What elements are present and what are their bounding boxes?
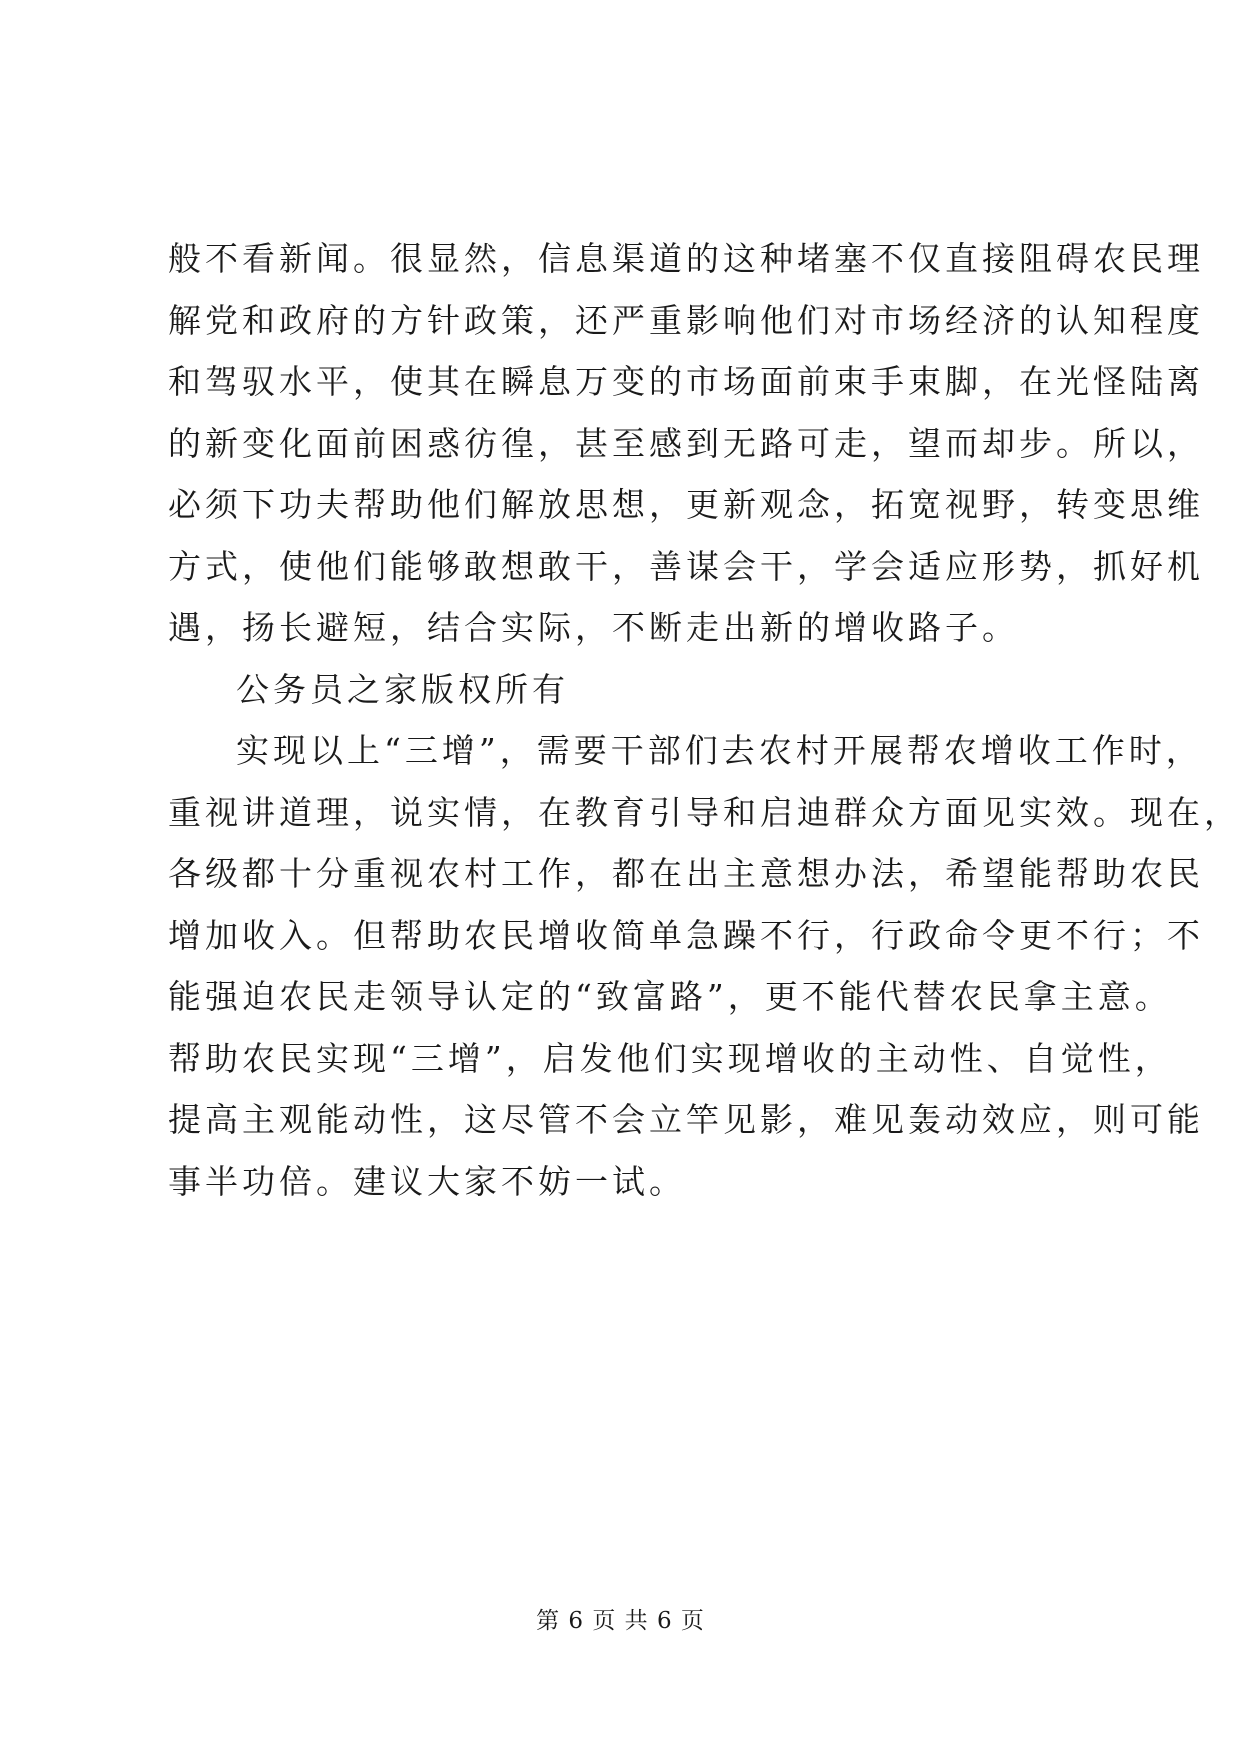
- text-line: 般不看新闻。很显然，信息渠道的这种堵塞不仅直接阻碍农民理: [168, 239, 1204, 278]
- text-line: 方式，使他们能够敢想敢干，善谋会干，学会适应形势，抓好机: [168, 546, 1204, 586]
- text-line: 遇，扬长避短，结合实际，不断走出新的增收路子。: [168, 608, 1019, 647]
- copyright-line: 公务员之家版权所有: [236, 669, 569, 709]
- text-line: 重视讲道理，说实情，在教育引导和启迪群众方面见实效。现在，: [168, 792, 1241, 832]
- text-line: 事半功倍。建议大家不妨一试。: [168, 1161, 686, 1201]
- page-number-footer: 第 6 页 共 6 页: [536, 1608, 705, 1634]
- text-line: 的新变化面前困惑彷徨，甚至感到无路可走，望而却步。所以，: [168, 423, 1204, 463]
- text-line: 各级都十分重视农村工作，都在出主意想办法，希望能帮助农民: [168, 854, 1204, 893]
- text-line: 解党和政府的方针政策，还严重影响他们对市场经济的认知程度: [168, 300, 1204, 340]
- text-line: 必须下功夫帮助他们解放思想，更新观念，拓宽视野，转变思维: [168, 485, 1204, 524]
- text-line: 增加收入。但帮助农民增收简单急躁不行，行政命令更不行；不: [168, 915, 1204, 955]
- text-line: 和驾驭水平，使其在瞬息万变的市场面前束手束脚，在光怪陆离: [168, 362, 1204, 401]
- text-line: 实现以上“三增”，需要干部们去农村开展帮农增收工作时，: [236, 731, 1203, 770]
- text-line: 帮助农民实现“三增”，启发他们实现增收的主动性、自觉性，: [168, 1038, 1172, 1078]
- text-line: 提高主观能动性，这尽管不会立竿见影，难见轰动效应，则可能: [168, 1100, 1204, 1139]
- document-body: [168, 228, 1241, 1212]
- text-line: 能强迫农民走领导认定的“致富路”，更不能代替农民拿主意。: [168, 977, 1172, 1016]
